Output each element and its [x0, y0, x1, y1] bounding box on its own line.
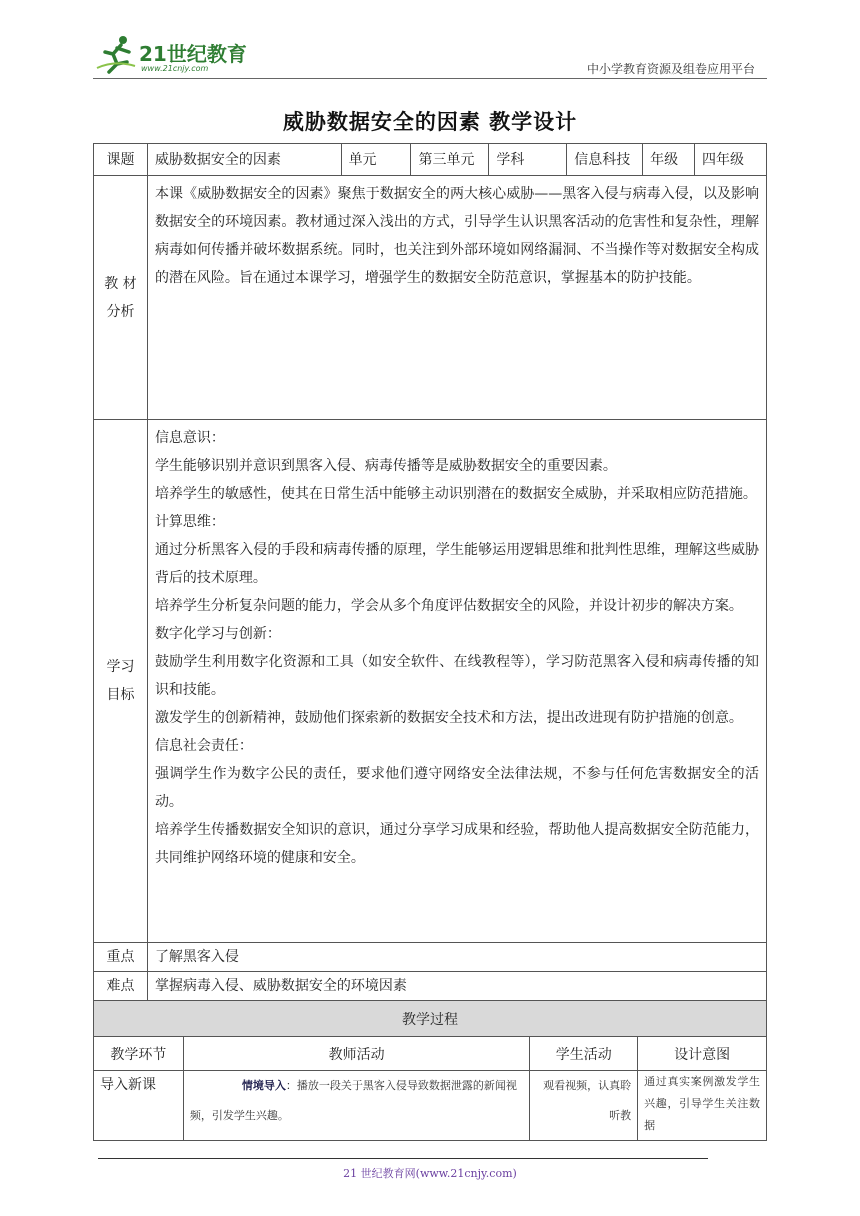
objectives-label [94, 420, 148, 943]
platform-name: 中小学教育资源及组卷应用平台 [586, 62, 755, 76]
difficulty-value: 掌握病毒入侵、威胁数据安全的环境因素 [147, 972, 766, 1001]
subject-value: 信息科技 [567, 144, 643, 176]
material-analysis-text: 本课《威胁数据安全的因素》聚焦于数据安全的两大核心威胁——黑客入侵与病毒入侵，以及影响数据安全的环境因素。教材通过深入浅出的方式，引导学生认识黑客活动的危害性和复杂性，理解病毒如何传播并破坏数据系统。同时，也关注到外部环境如网络漏洞、不当操作等对数据安全构成的潜在风险。旨在通过本课学习，增强学生的数据安全防范意识，掌握基本的防护技能。 [147, 176, 766, 420]
teacher-activity-cell [183, 1071, 529, 1141]
objective-paragraph: 鼓励学生利用数字化资源和工具（如安全软件、在线教程等），学习防范黑客入侵和病毒传播的知识和技能。 [154, 654, 759, 698]
student-activity-cell: 观看视频，认真聆听教 [530, 1071, 638, 1141]
process-column-headers [94, 1037, 767, 1071]
material-label-line1: 教 材 [104, 275, 137, 292]
objective-paragraph: 培养学生分析复杂问题的能力，学会从多个角度评估数据安全的风险，并设计初步的解决方案。 [154, 598, 743, 614]
page-header [93, 32, 767, 80]
page-footer: 21 世纪教育网(www.21cnjy.com) [343, 1167, 517, 1180]
difficulty-label: 难点 [94, 972, 148, 1001]
teacher-activity-text: ：播放一段关于黑客入侵导致数据泄露的新闻视频，引发学生兴趣。 [189, 1079, 517, 1122]
unit-value: 第三单元 [411, 144, 489, 176]
material-label-line2: 分析 [106, 303, 135, 320]
key-point-value: 了解黑客入侵 [147, 943, 766, 972]
teacher-activity-bold: 情境导入 [241, 1079, 286, 1092]
topic-value: 威胁数据安全的因素 [147, 144, 341, 176]
column-header: 教师活动 [183, 1037, 529, 1071]
material-analysis-row [94, 176, 767, 420]
info-row [94, 144, 767, 176]
stage-cell: 导入新课 [94, 1071, 184, 1141]
difficulty-row [94, 972, 767, 1001]
column-header: 学生活动 [530, 1037, 638, 1071]
document-title: 威胁数据安全的因素 教学设计 [282, 110, 578, 134]
grade-value: 四年级 [695, 144, 767, 176]
material-analysis-label [94, 176, 148, 420]
runner-logo-icon [95, 34, 137, 74]
key-point-label: 重点 [94, 943, 148, 972]
grade-label: 年级 [643, 144, 695, 176]
objective-paragraph: 信息意识： [154, 430, 225, 446]
objective-paragraph: 强调学生作为数字公民的责任，要求他们遵守网络安全法律法规，不参与任何危害数据安全的活动。 [154, 766, 759, 810]
objective-paragraph: 激发学生的创新精神，鼓励他们探索新的数据安全技术和方法，提出改进现有防护措施的创意。 [154, 710, 743, 726]
subject-label: 学科 [489, 144, 567, 176]
header-divider [93, 78, 767, 79]
unit-label: 单元 [341, 144, 411, 176]
process-title: 教学过程 [94, 1001, 767, 1037]
process-row [94, 1071, 767, 1141]
column-header: 设计意图 [638, 1037, 767, 1071]
objective-paragraph: 计算思维： [154, 514, 225, 530]
objective-paragraph: 信息社会责任： [154, 738, 253, 754]
objective-paragraph: 数字化学习与创新： [154, 626, 281, 642]
logo-text: 21世纪教育 [139, 42, 247, 66]
objective-paragraph: 通过分析黑客入侵的手段和病毒传播的原理，学生能够运用逻辑思维和批判性思维，理解这些威胁背后的技术原理。 [154, 542, 759, 586]
objective-paragraph: 学生能够识别并意识到黑客入侵、病毒传播等是威胁数据安全的重要因素。 [154, 458, 617, 474]
objectives-label-line1: 学习 [106, 659, 135, 675]
lesson-info-table [93, 143, 767, 1001]
logo-url: www.21cnjy.com [141, 64, 209, 73]
column-header: 教学环节 [94, 1037, 184, 1071]
objectives-row [94, 420, 767, 943]
key-point-row [94, 943, 767, 972]
objective-paragraph: 培养学生的敏感性，使其在日常生活中能够主动识别潜在的数据安全威胁，并采取相应防范措施。 [154, 486, 757, 502]
objectives-text [147, 420, 766, 943]
topic-label: 课题 [94, 144, 148, 176]
site-logo [93, 32, 263, 78]
teaching-process-table [93, 1000, 767, 1141]
objective-paragraph: 培养学生传播数据安全知识的意识，通过分享学习成果和经验，帮助他人提高数据安全防范能力，共同维护网络环境的健康和安全。 [154, 822, 759, 866]
design-intent-cell: 通过真实案例激发学生兴趣，引导学生关注数据 [638, 1071, 767, 1141]
footer-divider [98, 1158, 708, 1159]
objectives-label-line2: 目标 [106, 687, 135, 703]
